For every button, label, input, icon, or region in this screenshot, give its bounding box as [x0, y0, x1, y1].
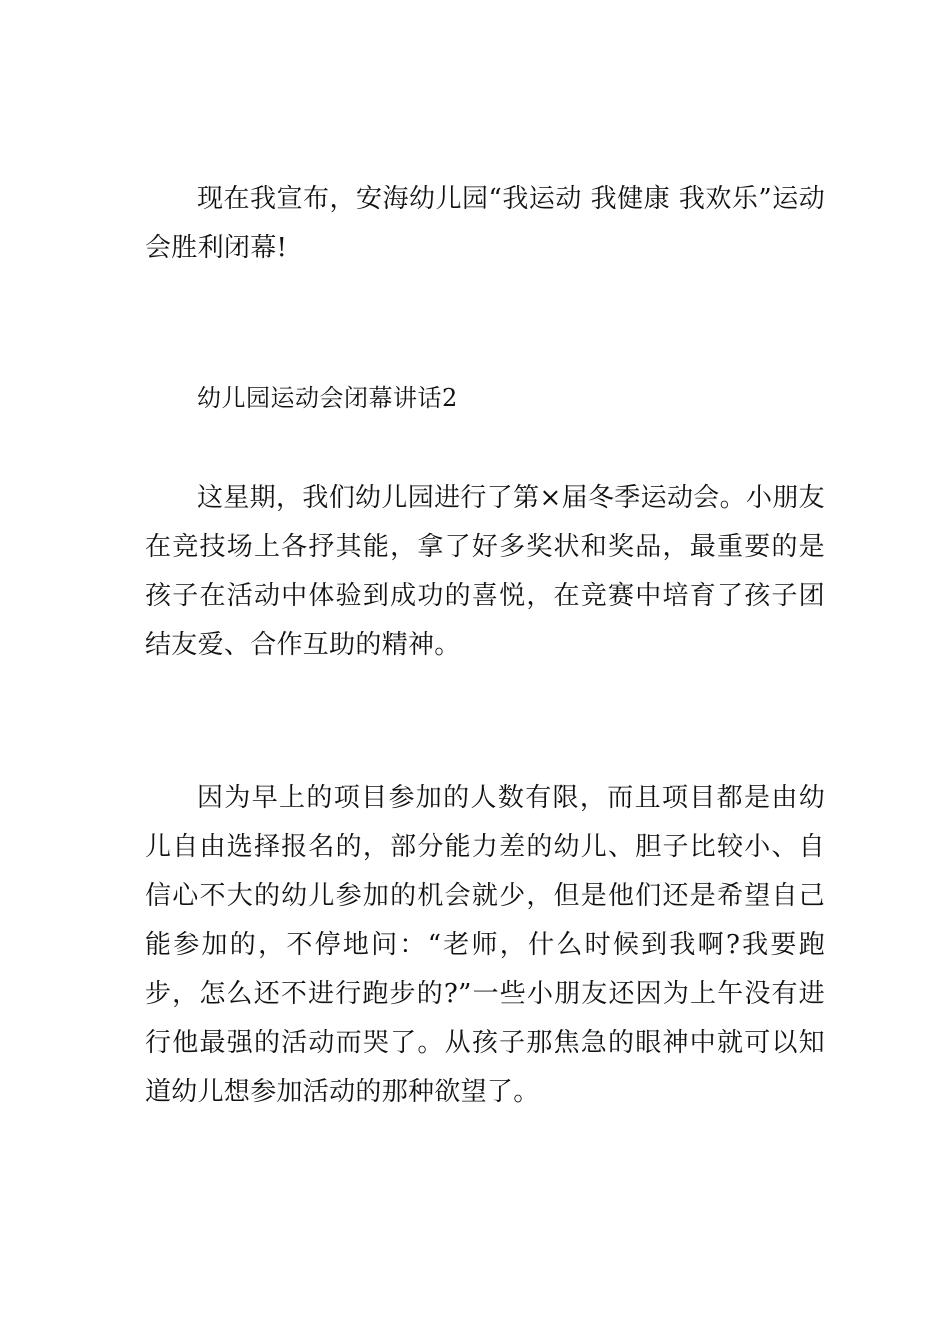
section-title: 幼儿园运动会闭幕讲话2: [197, 384, 458, 412]
closing-announcement-paragraph: 现在我宣布，安海幼儿园“我运动 我健康 我欢乐”运动会胜利闭幕!: [145, 184, 825, 263]
sports-meet-summary-paragraph: 这星期，我们幼儿园进行了第×届冬季运动会。小朋友在竞技场上各抒其能，拿了好多奖状和奖品，最重要的是孩子在活动中体验到成功的喜悦，在竞赛中培育了孩子团结友爱、合作互助的精神。: [145, 483, 825, 660]
children-participation-paragraph: 因为早上的项目参加的人数有限，而且项目都是由幼儿自由选择报名的，部分能力差的幼儿、胆子比较小、自信心不大的幼儿参加的机会就少，但是他们还是希望自己能参加的，不停地问：“老师，什么时候到我啊?我要跑步，怎么还不进行跑步的?”一些小朋友还因为上午没有进行他最强的活动而哭了。从孩子那焦急的眼神中就可以知道幼儿想参加活动的那种欲望了。: [145, 783, 825, 1107]
